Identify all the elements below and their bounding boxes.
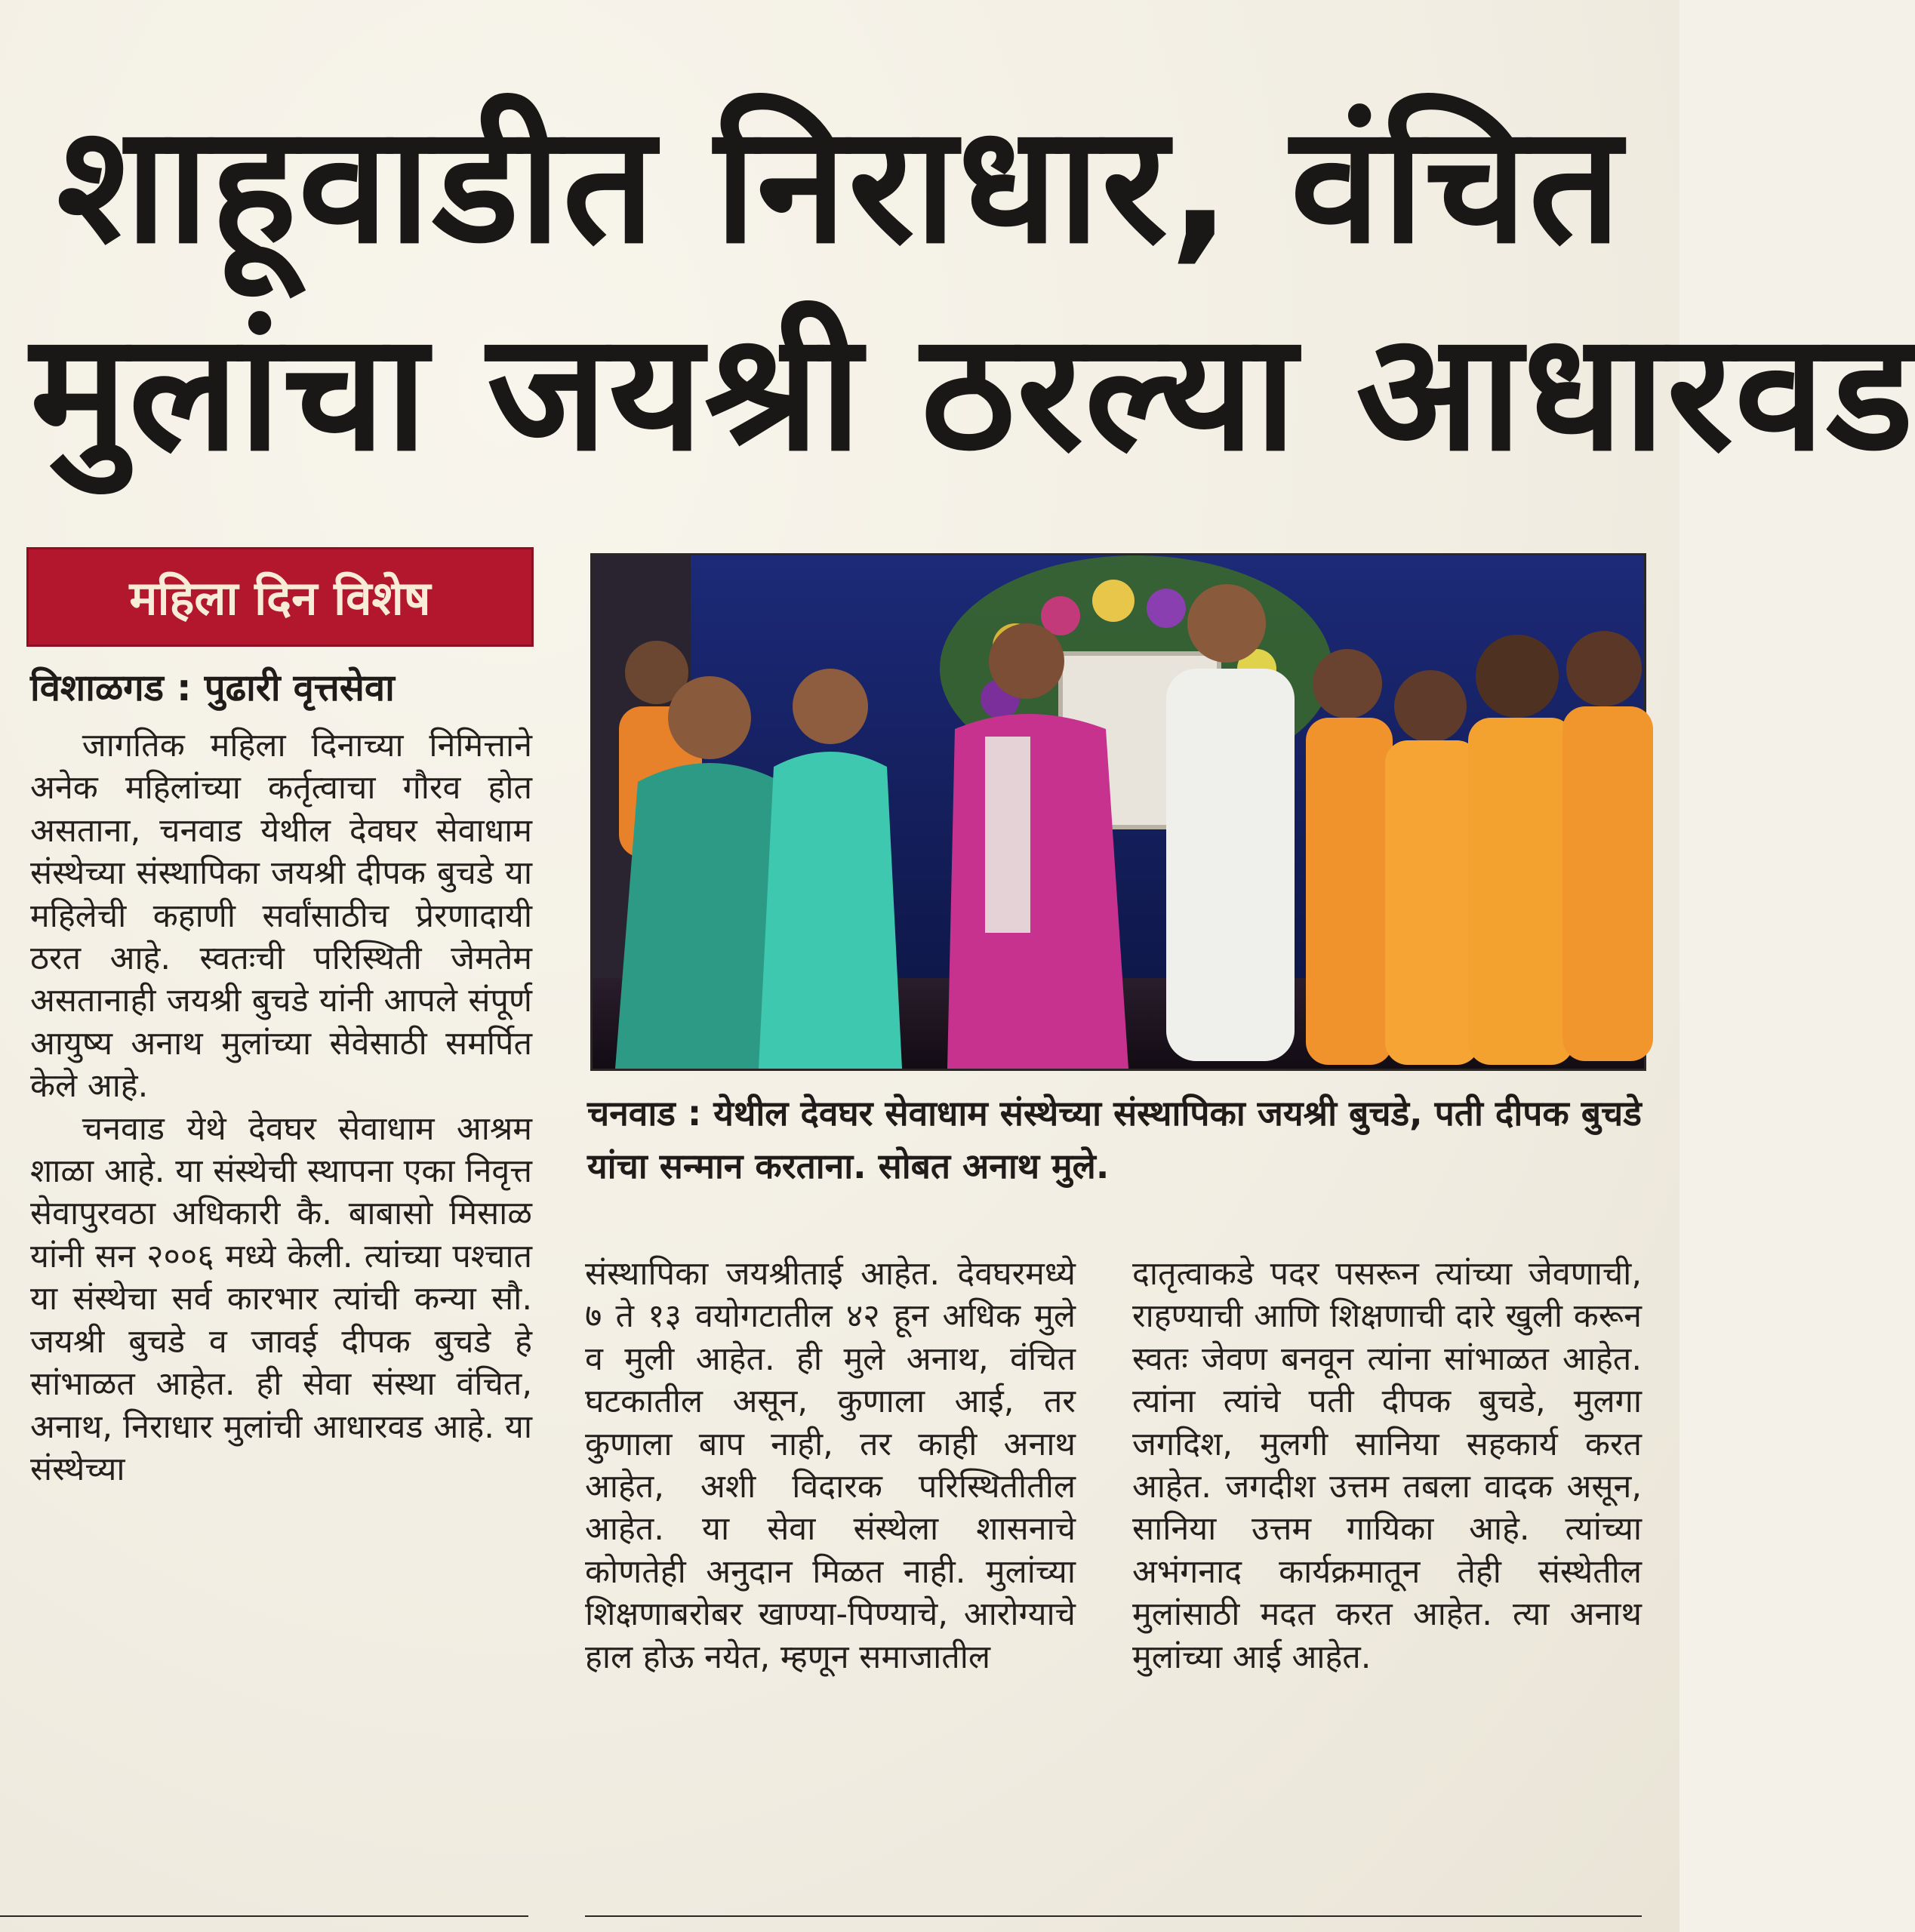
article-paragraph-3: संस्थापिका जयश्रीताई आहेत. देवघरमध्ये ७ ते १३ वयोगटातील ४२ हून अधिक मुले व मुली आहेत. ही मुले अनाथ, वंचित घटकातील असून, कुणाला आई, तर कुणाला बाप नाही, तर काही अनाथ आहेत, अशी विदारक परिस्थितीतील आहेत. या सेवा संस्थेला शासनाचे कोणतेही अनुदान मिळत नाही. मुलांच्या शिक्षणाबरोबर खाण्या-पिण्याचे, आरोग्याचे हाल होऊ नयेत, म्हणून समाजातील — [585, 1255, 1076, 1676]
article-column-2 — [585, 1253, 1076, 1678]
bottom-rule-left — [0, 1915, 528, 1917]
section-badge: महिला दिन विशेष — [26, 547, 534, 647]
article-column-3 — [1132, 1253, 1642, 1678]
news-photo — [590, 553, 1646, 1071]
headline-line-1: शाहूवाडीत निराधार, वंचित — [57, 90, 1623, 279]
article-column-1 — [30, 724, 532, 1491]
headline-line-2: मुलांचा जयश्री ठरल्या आधारवड — [30, 297, 1915, 487]
article-paragraph-1: जागतिक महिला दिनाच्या निमित्ताने अनेक महिलांच्या कर्तृत्वाचा गौरव होत असताना, चनवाड येथील देवघर सेवाधाम संस्थेच्या संस्थापिका जयश्री दीपक बुचडे या महिलेची कहाणी सर्वांसाठीच प्रेरणादायी ठरत आहे. स्वतःची परिस्थिती जेमतेम असतानाही जयश्री बुचडे यांनी आपले संपूर्ण आयुष्य अनाथ मुलांच्या सेवेसाठी समर्पित केले आहे. — [30, 727, 532, 1106]
news-photo-illustration — [593, 555, 1644, 1069]
article-paragraph-2: चनवाड येथे देवघर सेवाधाम आश्रम शाळा आहे. या संस्थेची स्थापना एका निवृत्त सेवापुरवठा अधिकारी कै. बाबासो मिसाळ यांनी सन २००६ मध्ये केली. त्यांच्या पश्चात या संस्थेचा सर्व कारभार त्यांची कन्या सौ. जयश्री बुचडे व जावई दीपक बुचडे हे सांभाळत आहेत. ही सेवा संस्था वंचित, अनाथ, निराधार मुलांची आधारवड आहे. या संस्थेच्या — [30, 1109, 532, 1488]
bottom-rule-right — [585, 1915, 1642, 1917]
article-paragraph-4: दातृत्वाकडे पदर पसरून त्यांच्या जेवणाची, राहण्याची आणि शिक्षणाची दारे खुली करून स्वतः जेवण बनवून त्यांना सांभाळत आहेत. त्यांना त्यांचे पती दीपक बुचडे, मुलगा जगदिश, मुलगी सानिया सहकार्य करत आहेत. जगदीश उत्तम तबला वादक असून, सानिया उत्तम गायिका आहे. त्यांच्या अभंगनाद कार्यक्रमातून तेही संस्थेतील मुलांसाठी मदत करत आहेत. त्या अनाथ मुलांच्या आई आहेत. — [1132, 1255, 1642, 1676]
dateline: विशाळगड : पुढारी वृत्तसेवा — [30, 666, 395, 709]
photo-caption: चनवाड : येथील देवघर सेवाधाम संस्थेच्या संस्थापिका जयश्री बुचडे, पती दीपक बुचडे यांचा सन्मान करताना. सोबत अनाथ मुले. — [587, 1093, 1642, 1186]
